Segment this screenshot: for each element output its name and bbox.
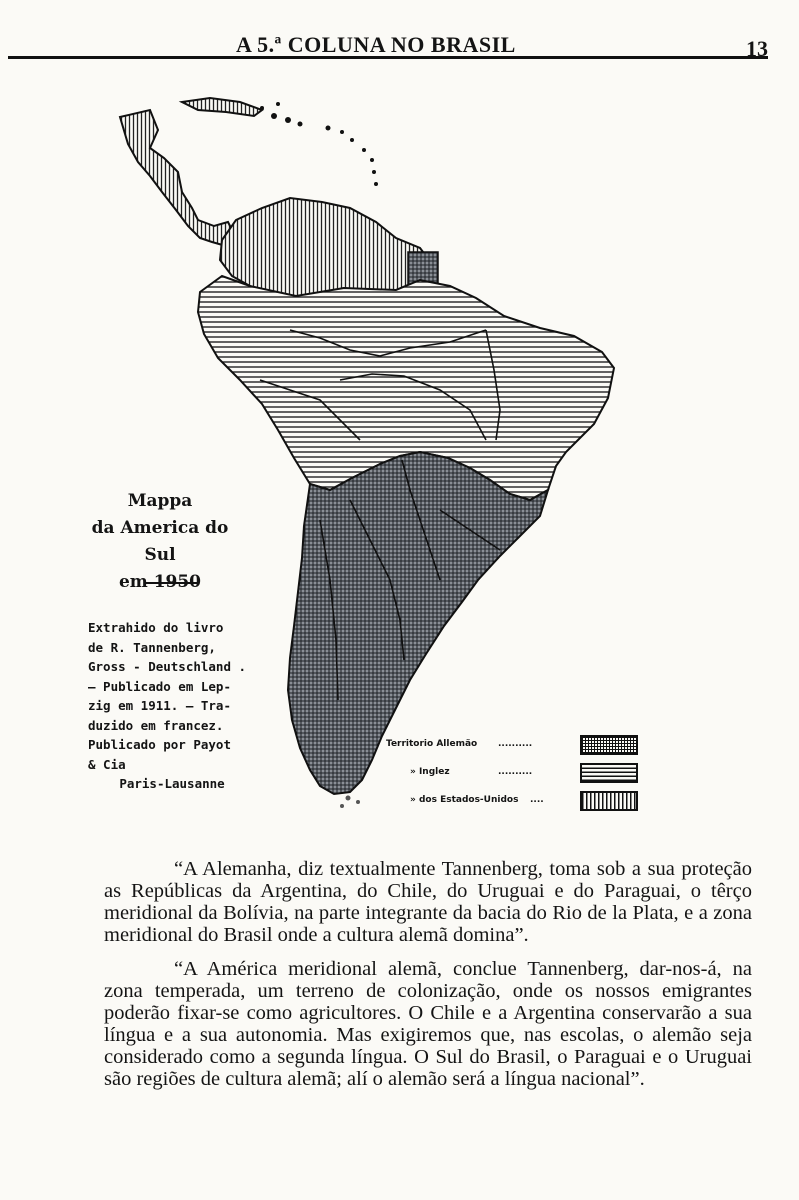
crosshatch-swatch — [580, 735, 638, 755]
source-note — [88, 618, 256, 794]
central-america-region — [120, 110, 236, 246]
northern-region-us — [220, 198, 432, 296]
source-line: Publicado por Payot — [88, 737, 231, 752]
map-figure — [0, 80, 799, 840]
running-title: A 5.ª COLUNA NO BRASIL — [236, 32, 516, 57]
source-line: Gross - Deutschland . — [88, 659, 247, 674]
legend-item-english — [380, 763, 650, 785]
source-line: & Cia — [88, 756, 126, 772]
legend-leader: .......... — [498, 739, 533, 749]
southern-islands — [340, 796, 360, 809]
source-line: Paris-Lausanne — [119, 776, 225, 791]
source-line: zig em 1911. — Tra- — [88, 698, 231, 713]
header-rule — [8, 56, 768, 59]
cuba-island — [182, 98, 262, 116]
caption-line: Mappa — [127, 491, 193, 511]
page-header — [8, 30, 768, 70]
legend-leader: .......... — [498, 767, 533, 777]
vertical-swatch — [580, 791, 638, 811]
map-legend — [380, 735, 660, 815]
legend-label: » Inglez — [410, 767, 450, 777]
legend-label: » dos Estados-Unidos — [410, 795, 519, 805]
legend-label: Territorio Allemão — [386, 739, 478, 749]
source-line: — Publicado em Lep- — [88, 678, 231, 694]
antilles-islands — [260, 102, 378, 186]
body-text — [104, 858, 752, 1102]
source-line: Extrahido do livro — [88, 620, 224, 635]
paragraph: “A América meridional alemã, conclue Tannenberg, dar-nos-á, na zona temperada, um terreno de colonização, onde os nossos emigrantes poderão fixar-se como agricultores. O Chile e a Argentina conservarão a sua língua e a sua autonomia. Mas exigiremos que, nas escolas, o alemão seja considerado como a segunda língua. O Sul do Brasil, o Paraguai e o Uruguai são regiões de cultura alemã; alí o alemão será a língua nacional”. — [104, 958, 752, 1090]
map-caption — [80, 488, 240, 596]
caption-rule — [145, 582, 197, 584]
page-number: 13 — [746, 36, 768, 61]
horizontal-swatch — [580, 763, 638, 783]
caption-line: em 1950 — [118, 572, 202, 592]
source-line: duzido em francez. — [88, 717, 224, 733]
source-line: de R. Tannenberg, — [88, 639, 216, 655]
caption-line: da America do Sul — [91, 518, 229, 565]
paragraph: “A Alemanha, diz textualmente Tannenberg, toma sob a sua proteção as Repúblicas da Argentina, do Chile, do Uruguai e do Paraguai, o têrço meridional da Bolívia, na parte integrante da bacia do Rio de la Plata, e a zona meridional do Brasil onde a cultura alemã domina”. — [104, 858, 752, 946]
legend-leader: .... — [530, 795, 544, 805]
legend-item-us — [380, 791, 650, 813]
legend-item-german — [380, 735, 650, 757]
